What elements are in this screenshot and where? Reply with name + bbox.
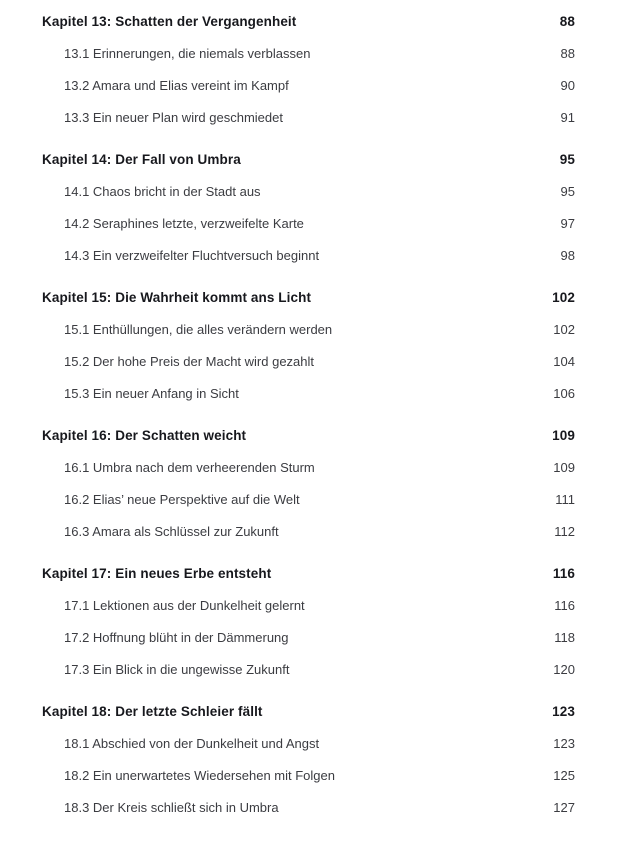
toc-chapter-group-16 xyxy=(42,419,575,547)
section-title: 15.3 Ein neuer Anfang in Sicht xyxy=(64,385,239,401)
chapter-page-number: 116 xyxy=(552,565,575,581)
section-page-number: 102 xyxy=(553,321,575,337)
section-page-number: 88 xyxy=(560,45,575,61)
chapter-title: Kapitel 13: Schatten der Vergangenheit xyxy=(42,13,297,29)
toc-section-row xyxy=(42,589,575,621)
chapter-title: Kapitel 14: Der Fall von Umbra xyxy=(42,151,241,167)
section-page-number: 118 xyxy=(554,629,575,645)
toc-chapter-group-15 xyxy=(42,281,575,409)
toc-section-row xyxy=(42,69,575,101)
toc-section-row xyxy=(42,515,575,547)
toc-section-row xyxy=(42,621,575,653)
section-title: 14.1 Chaos bricht in der Stadt aus xyxy=(64,183,261,199)
toc-chapter-row xyxy=(42,281,575,313)
chapter-title: Kapitel 17: Ein neues Erbe entsteht xyxy=(42,565,272,581)
section-page-number: 95 xyxy=(560,183,575,199)
toc-section-row xyxy=(42,101,575,133)
toc-chapter-group-13 xyxy=(42,5,575,133)
section-page-number: 111 xyxy=(555,491,575,507)
section-page-number: 98 xyxy=(560,247,575,263)
section-page-number: 97 xyxy=(560,215,575,231)
toc-chapter-group-17 xyxy=(42,557,575,685)
section-page-number: 90 xyxy=(560,77,575,93)
chapter-page-number: 109 xyxy=(552,427,575,443)
toc-section-row xyxy=(42,313,575,345)
section-page-number: 116 xyxy=(554,597,575,613)
section-title: 13.2 Amara und Elias vereint im Kampf xyxy=(64,77,289,93)
toc-section-row xyxy=(42,175,575,207)
toc-chapter-group-14 xyxy=(42,143,575,271)
section-page-number: 109 xyxy=(553,459,575,475)
section-title: 14.3 Ein verzweifelter Fluchtversuch beginnt xyxy=(64,247,320,263)
section-page-number: 104 xyxy=(553,353,575,369)
toc-section-row xyxy=(42,727,575,759)
chapter-page-number: 95 xyxy=(559,151,575,167)
section-title: 13.3 Ein neuer Plan wird geschmiedet xyxy=(64,109,283,125)
toc-chapter-row xyxy=(42,557,575,589)
section-title: 18.3 Der Kreis schließt sich in Umbra xyxy=(64,799,279,815)
toc-section-row xyxy=(42,791,575,823)
section-page-number: 127 xyxy=(553,799,575,815)
section-title: 15.1 Enthüllungen, die alles verändern werden xyxy=(64,321,333,337)
section-page-number: 120 xyxy=(553,661,575,677)
chapter-page-number: 123 xyxy=(552,703,575,719)
toc-section-row xyxy=(42,377,575,409)
chapter-page-number: 88 xyxy=(559,13,575,29)
toc-section-row xyxy=(42,37,575,69)
toc-section-row xyxy=(42,483,575,515)
section-title: 15.2 Der hohe Preis der Macht wird gezahlt xyxy=(64,353,315,369)
section-page-number: 91 xyxy=(560,109,575,125)
toc-chapter-row xyxy=(42,143,575,175)
toc-section-row xyxy=(42,451,575,483)
toc-section-row xyxy=(42,239,575,271)
toc-chapter-row xyxy=(42,5,575,37)
toc-chapter-row xyxy=(42,695,575,727)
section-title: 16.1 Umbra nach dem verheerenden Sturm xyxy=(64,459,315,475)
section-page-number: 106 xyxy=(553,385,575,401)
section-title: 18.2 Ein unerwartetes Wiedersehen mit Folgen xyxy=(64,767,335,783)
toc-section-row xyxy=(42,345,575,377)
section-title: 14.2 Seraphines letzte, verzweifelte Karte xyxy=(64,215,304,231)
section-title: 16.3 Amara als Schlüssel zur Zukunft xyxy=(64,523,279,539)
toc-chapter-row xyxy=(42,419,575,451)
section-page-number: 112 xyxy=(554,523,575,539)
toc-section-row xyxy=(42,759,575,791)
section-title: 17.3 Ein Blick in die ungewisse Zukunft xyxy=(64,661,290,677)
chapter-page-number: 102 xyxy=(552,289,575,305)
toc-section-row xyxy=(42,653,575,685)
chapter-title: Kapitel 15: Die Wahrheit kommt ans Licht xyxy=(42,289,312,305)
section-page-number: 123 xyxy=(553,735,575,751)
section-title: 13.1 Erinnerungen, die niemals verblassen xyxy=(64,45,311,61)
toc-chapter-group-18 xyxy=(42,695,575,823)
section-title: 17.1 Lektionen aus der Dunkelheit gelernt xyxy=(64,597,305,613)
toc-section-row xyxy=(42,207,575,239)
chapter-title: Kapitel 16: Der Schatten weicht xyxy=(42,427,247,443)
section-title: 17.2 Hoffnung blüht in der Dämmerung xyxy=(64,629,289,645)
section-title: 16.2 Elias’ neue Perspektive auf die Welt xyxy=(64,491,300,507)
chapter-title: Kapitel 18: Der letzte Schleier fällt xyxy=(42,703,263,719)
section-title: 18.1 Abschied von der Dunkelheit und Angst xyxy=(64,735,320,751)
section-page-number: 125 xyxy=(553,767,575,783)
